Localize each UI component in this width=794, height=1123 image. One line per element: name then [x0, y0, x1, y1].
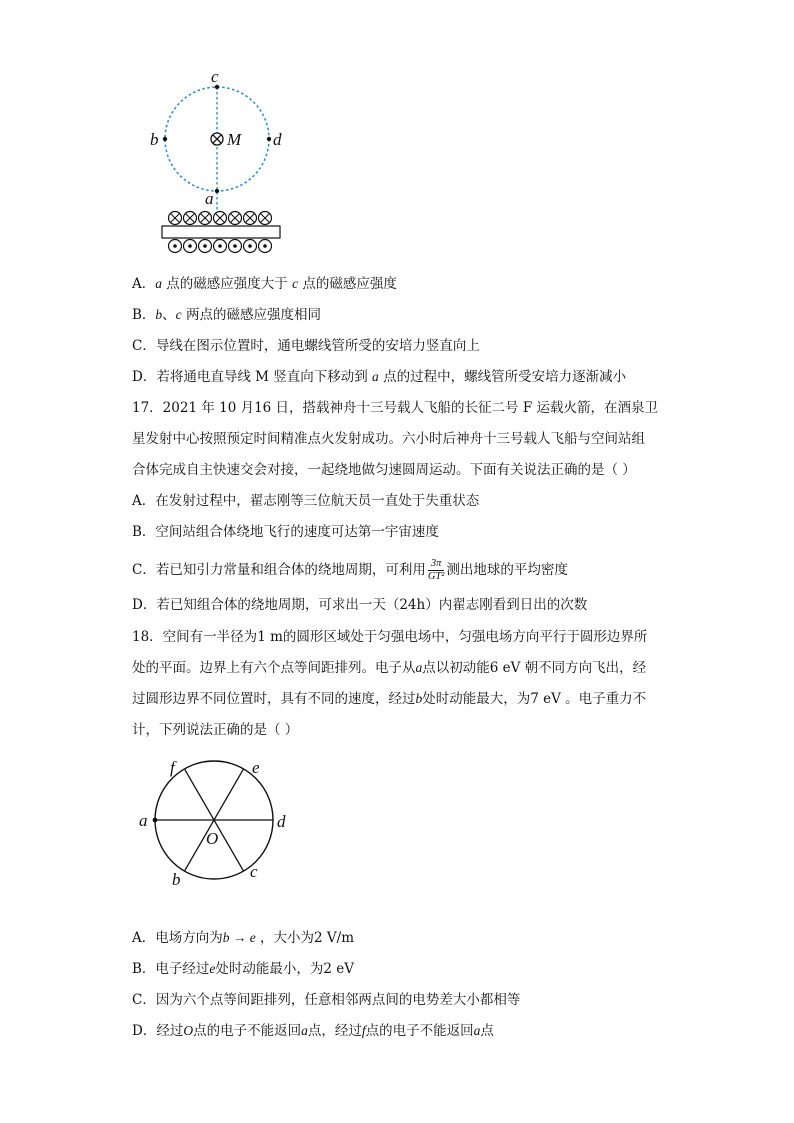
- wire-out-of-page-icon: [199, 240, 212, 253]
- wire-into-page-icon: [214, 212, 227, 225]
- wire-into-page-icon: [184, 212, 197, 225]
- var-a: a: [301, 1023, 308, 1038]
- label-b: b: [150, 130, 159, 149]
- q17-option-b: B．空间站组合体绕地飞行的速度可达第一宇宙速度: [132, 524, 439, 540]
- q18-option-c: C．因为六个点等间距排列，任意相邻两点间的电势差大小都相等: [132, 992, 521, 1008]
- q17-option-d: D．若已知组合体的绕地周期，可求出一天（24h）内翟志刚看到日出的次数: [132, 597, 588, 613]
- option-a-text-end: 点的磁感应强度: [298, 276, 397, 292]
- option-b-prefix: B．: [132, 307, 156, 323]
- current-into-page-icon: [211, 133, 223, 145]
- density-formula: [428, 558, 445, 583]
- stem-text: 。电子重力不: [560, 691, 647, 707]
- q16-option-a: [132, 274, 397, 294]
- var-o: O: [183, 1023, 194, 1038]
- option-d-text: 点的电子不能返回: [365, 1023, 474, 1039]
- label-m: M: [227, 130, 242, 149]
- wire-out-of-page-icon: [244, 240, 257, 253]
- stem-text: 点以初动能: [422, 660, 490, 676]
- q18-stem-line1: [132, 627, 647, 647]
- wire-into-page-icon: [229, 212, 242, 225]
- label-e: e: [252, 758, 260, 777]
- label-d: d: [273, 130, 282, 149]
- wire-out-of-page-icon: [214, 240, 227, 253]
- var-c: c: [175, 307, 182, 322]
- energy-value: 7 eV: [530, 691, 561, 707]
- solenoid-core: [162, 226, 280, 238]
- q17-option-a: A．在发射过程中，翟志刚等三位航天员一直处于失重状态: [132, 493, 480, 509]
- option-d-text-end: 点的过程中，螺线管所受安培力逐渐减小: [378, 369, 627, 385]
- q18-stem-line4: 计，下列说法正确的是（ ）: [132, 722, 299, 738]
- electric-field-figure: [130, 755, 300, 890]
- point-b: [163, 137, 167, 141]
- label-a: a: [139, 811, 148, 830]
- var-a: a: [372, 369, 379, 384]
- var-a: a: [473, 1023, 481, 1038]
- option-a-text: ，大小为: [255, 930, 315, 946]
- option-a-prefix: A．: [132, 276, 156, 292]
- wire-out-of-page-icon: [259, 240, 272, 253]
- q17-stem-line3: 合体完成自主快速交会对接，一起绕地做匀速圆周运动。下面有关说法正确的是（ ）: [132, 462, 636, 478]
- option-d-text: D．经过: [132, 1023, 184, 1039]
- option-c-text-end: 测出地球的平均密度: [446, 562, 568, 578]
- option-b-text: B．电子经过: [132, 961, 210, 977]
- point-a: [215, 189, 219, 193]
- stem-text: 朝不同方向飞出，经: [520, 660, 647, 676]
- point-a-dot: [153, 818, 158, 823]
- var-a: a: [415, 660, 423, 675]
- stem-text: 18．空间有一半径为: [132, 629, 258, 645]
- stem-text: 处的平面。边界上有六个点等间距排列。电子从: [132, 660, 416, 676]
- q18-stem-line2: [132, 658, 646, 678]
- label-d: d: [277, 812, 286, 831]
- q18-option-d: [132, 1021, 494, 1041]
- wire-out-of-page-icon: [184, 240, 197, 253]
- option-d-text: 点的电子不能返回: [193, 1023, 302, 1039]
- var-a: a: [155, 276, 162, 291]
- var-b: b: [155, 307, 163, 322]
- field-direction: b → e: [222, 930, 256, 945]
- q17-stem-line2: 星发射中心按照预定时间精准点火发射成功。六小时后神舟十三号载人飞船与空间站组: [132, 431, 645, 447]
- label-c: c: [250, 862, 258, 881]
- wire-into-page-icon: [199, 212, 212, 225]
- var-c: c: [292, 276, 299, 291]
- wire-into-page-icon: [259, 212, 272, 225]
- q16-option-d: [132, 367, 626, 387]
- wire-into-page-icon: [169, 212, 182, 225]
- label-f: f: [170, 758, 175, 777]
- energy-value: 6 eV: [489, 660, 521, 676]
- solenoid-bottom-row: [169, 240, 272, 253]
- option-b-text: 两点的磁感应强度相同: [181, 307, 321, 323]
- radius-value: 1 m: [257, 629, 283, 645]
- stem-text: 过圆形边界不同位置时，具有不同的速度，经过: [132, 691, 416, 707]
- wire-out-of-page-icon: [229, 240, 242, 253]
- option-d-text: 点，经过: [307, 1023, 362, 1039]
- stem-text: 的圆形区域处于匀强电场中，匀强电场方向平行于圆形边界所: [282, 629, 648, 645]
- label-o: O: [206, 829, 219, 848]
- q17-option-c: [132, 556, 568, 584]
- q16-option-c: C．导线在图示位置时，通电螺线管所受的安培力竖直向上: [132, 338, 480, 354]
- label-a: a: [205, 189, 214, 208]
- wire-out-of-page-icon: [169, 240, 182, 253]
- solenoid-top-row: [169, 212, 272, 225]
- point-d: [267, 137, 271, 141]
- energy-value: 2 eV: [323, 961, 355, 977]
- formula-numerator: 3π: [428, 558, 445, 571]
- wire-into-page-icon: [244, 212, 257, 225]
- var-b: b: [415, 691, 423, 706]
- option-c-text: C．若已知引力常量和组合体的绕地周期，可利用: [132, 562, 426, 578]
- q18-option-b: [132, 959, 354, 979]
- separator: 、: [162, 307, 176, 323]
- label-b: b: [172, 870, 181, 889]
- magnetic-field-figure: [140, 67, 310, 260]
- var-f: f: [361, 1023, 366, 1038]
- q18-stem-line3: [132, 689, 646, 709]
- option-d-text-end: 点: [480, 1023, 494, 1039]
- option-a-text: 点的磁感应强度大于: [162, 276, 293, 292]
- q17-stem-line1: 17．2021 年 10 月16 日，搭载神舟十三号载人飞船的长征二号 F 运载火箭，在酒泉卫: [132, 400, 659, 416]
- option-a-text: A．电场方向为: [132, 930, 223, 946]
- q16-option-b: [132, 305, 321, 325]
- label-c: c: [211, 67, 219, 86]
- option-d-text: D．若将通电直导线 M 竖直向下移动到: [132, 369, 373, 385]
- stem-text: 处时动能最大，为: [422, 691, 531, 707]
- var-e: e: [209, 961, 216, 976]
- option-b-text: 处时动能最小，为: [215, 961, 324, 977]
- field-magnitude: 2 V/m: [314, 930, 355, 946]
- formula-denominator: GT²: [427, 571, 445, 582]
- q18-option-a: [132, 928, 354, 948]
